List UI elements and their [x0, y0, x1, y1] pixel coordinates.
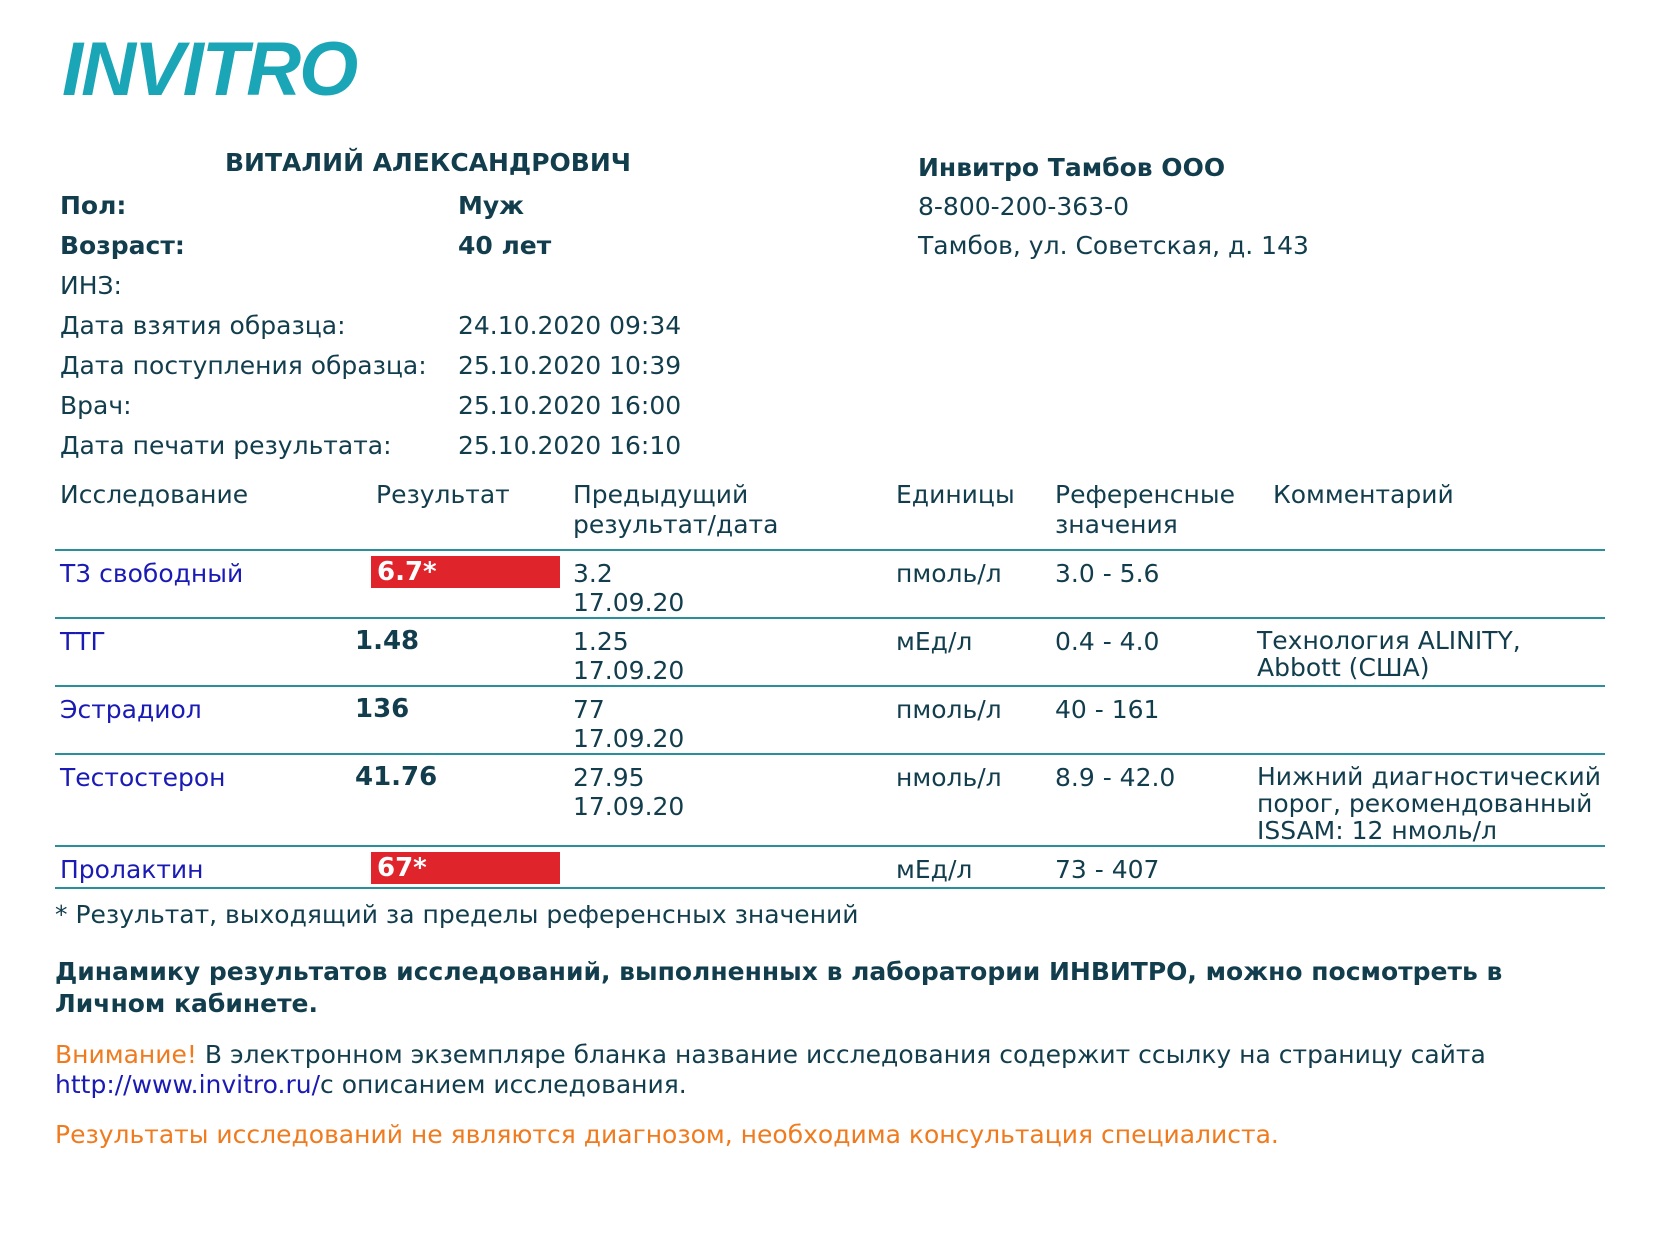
dynamics-note: Динамику результатов исследований, выполненных в лаборатории ИНВИТРО, можно посмотреть в Личном кабинете.: [55, 957, 1503, 1018]
header-result: Результат: [376, 480, 510, 509]
field-age: [60, 225, 681, 265]
warning-suffix: с описанием исследования.: [320, 1070, 687, 1099]
header-comment: Комментарий: [1273, 480, 1454, 509]
previous-result: [573, 559, 684, 617]
header-test: Исследование: [60, 480, 249, 509]
result-value: 41.76: [355, 762, 438, 792]
field-print-date: [60, 425, 681, 465]
previous-date: 17.09.20: [573, 588, 685, 617]
field-value: 25.10.2020 16:10: [458, 430, 682, 460]
table-row: [55, 549, 1605, 617]
test-link[interactable]: Т3 свободный: [60, 559, 244, 588]
field-label: Пол:: [60, 190, 127, 220]
warning-text: В электронном экземпляре бланка название исследования содержит ссылку на страницу сайта: [196, 1040, 1486, 1069]
reference-range: 8.9 - 42.0: [1055, 763, 1176, 792]
table-row: [55, 685, 1605, 753]
test-link[interactable]: Пролактин: [60, 855, 204, 884]
reference-range: 73 - 407: [1055, 855, 1160, 884]
patient-info: [60, 185, 681, 465]
lab-phone: 8-800-200-363-0: [918, 192, 1130, 221]
previous-result: [573, 627, 684, 685]
field-sex: [60, 185, 681, 225]
previous-value: 77: [573, 695, 605, 724]
results-table: [55, 549, 1605, 889]
units: нмоль/л: [896, 763, 1002, 792]
previous-value: 27.95: [573, 763, 645, 792]
lab-info: [918, 148, 1309, 265]
result-value-flagged: 67*: [371, 852, 560, 884]
test-link[interactable]: Эстрадиол: [60, 695, 202, 724]
previous-date: 17.09.20: [573, 792, 685, 821]
field-label: Дата взятия образца:: [60, 310, 346, 340]
invitro-logo: INVITRO: [62, 27, 357, 112]
units: мЕд/л: [896, 855, 973, 884]
footnote: * Результат, выходящий за пределы референсных значений: [55, 900, 859, 929]
field-value: 24.10.2020 09:34: [458, 310, 682, 340]
field-label: Возраст:: [60, 230, 185, 260]
field-label: Дата печати результата:: [60, 430, 392, 460]
table-row: [55, 845, 1605, 889]
field-value: Муж: [458, 190, 525, 220]
previous-date: 17.09.20: [573, 724, 685, 753]
units: пмоль/л: [896, 695, 1002, 724]
comment: Технология ALINITY, Abbott (США): [1257, 626, 1521, 682]
units: пмоль/л: [896, 559, 1002, 588]
result-value: 136: [355, 694, 410, 724]
results-table-header: [60, 480, 1605, 550]
previous-result: [573, 695, 684, 753]
test-link[interactable]: ТТГ: [60, 627, 106, 656]
field-sample-taken: [60, 305, 681, 345]
comment: Нижний диагностический порог, рекомендованный ISSAM: 12 нмоль/л: [1257, 762, 1602, 845]
field-label: Врач:: [60, 390, 132, 420]
result-value: 1.48: [355, 626, 420, 656]
units: мЕд/л: [896, 627, 973, 656]
lab-address: Тамбов, ул. Советская, д. 143: [918, 231, 1309, 260]
warning-note: [55, 1040, 1595, 1100]
header-ref: Референсные значения: [1055, 480, 1236, 539]
field-label: ИНЗ:: [60, 270, 122, 300]
field-doctor: [60, 385, 681, 425]
field-label: Дата поступления образца:: [60, 350, 427, 380]
disclaimer: Результаты исследований не являются диагнозом, необходима консультация специалиста.: [55, 1120, 1279, 1149]
table-row: [55, 617, 1605, 685]
previous-value: 3.2: [573, 559, 613, 588]
field-inz: [60, 265, 681, 305]
table-row: [55, 753, 1605, 845]
field-value: 25.10.2020 16:00: [458, 390, 682, 420]
header-prev: Предыдущий результат/дата: [573, 480, 779, 539]
field-value: 40 лет: [458, 230, 552, 260]
field-value: 25.10.2020 10:39: [458, 350, 682, 380]
previous-date: 17.09.20: [573, 656, 685, 685]
header-units: Единицы: [896, 480, 1015, 509]
field-sample-received: [60, 345, 681, 385]
reference-range: 3.0 - 5.6: [1055, 559, 1160, 588]
warning-prefix: Внимание!: [55, 1040, 197, 1069]
reference-range: 0.4 - 4.0: [1055, 627, 1160, 656]
previous-result: [573, 763, 684, 821]
reference-range: 40 - 161: [1055, 695, 1160, 724]
patient-name: ВИТАЛИЙ АЛЕКСАНДРОВИЧ: [225, 148, 631, 177]
previous-value: 1.25: [573, 627, 629, 656]
invitro-site-link[interactable]: http://www.invitro.ru/: [55, 1070, 320, 1099]
result-value-flagged: 6.7*: [371, 556, 560, 588]
lab-name: Инвитро Тамбов ООО: [918, 153, 1226, 182]
test-link[interactable]: Тестостерон: [60, 763, 226, 792]
